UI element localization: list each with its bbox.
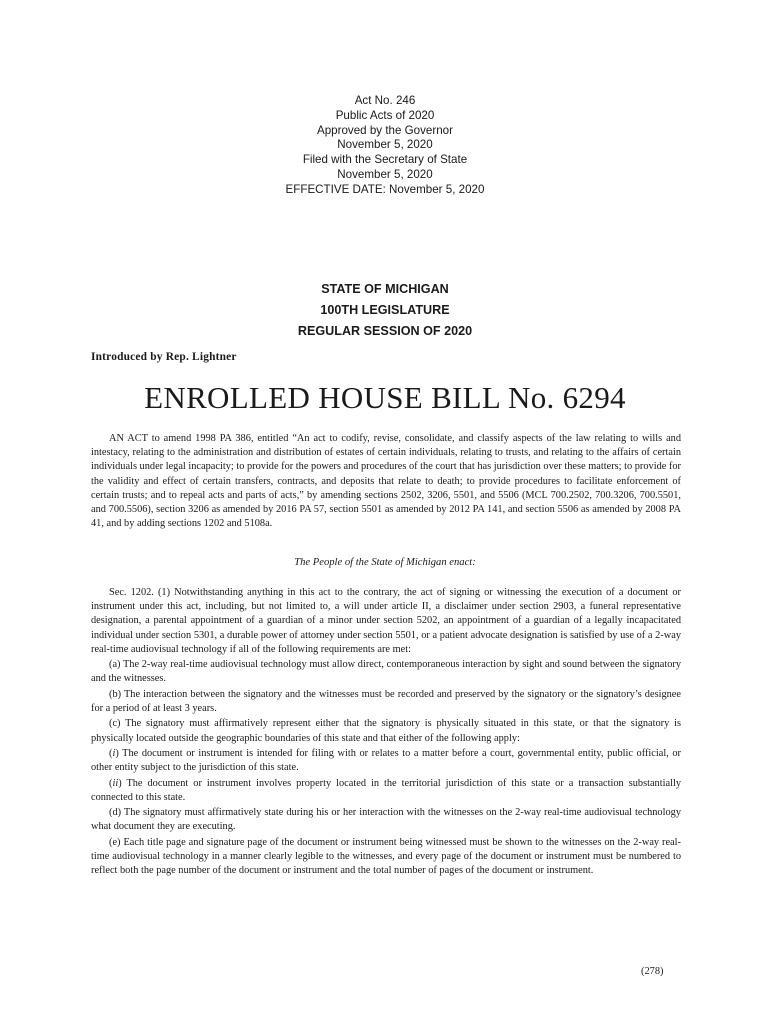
act-paragraph: AN ACT to amend 1998 PA 386, entitled “An act to codify, revise, consolidate, and classify aspects of the law relating to wills and intestacy, relating to the administration and distribution of estates of certain individuals, relating to trusts, and relating to the affairs of certain individuals under legal incapacity; to provide for the powers and procedures of the court that has jurisdiction over these matters; to provide for the validity and effect of certain transfers, contracts, and deposits that relate to death; to provide procedures to facilitate enforcement of certain trusts; and to repeal acts and parts of acts,” by amending sections 2502, 3206, 5501, and 5506 (MCL 700.2502, 700.3206, 700.5501, and 700.5506), section 3206 as amended by 2016 PA 57, section 5501 as amended by 2012 PA 141, and section 5506 as amended by 2008 PA 41, and by adding sections 1202 and 5108a. bbox=[91, 433, 681, 530]
subsection-c-i-label: i bbox=[112, 747, 116, 759]
public-acts-year: Public Acts of 2020 bbox=[335, 108, 435, 122]
act-header bbox=[0, 94, 770, 198]
session-name: REGULAR SESSION OF 2020 bbox=[297, 324, 473, 338]
introduced-by: Introduced by Rep. Lightner bbox=[91, 351, 237, 363]
filed-date: November 5, 2020 bbox=[337, 167, 433, 181]
approved-by-governor: Approved by the Governor bbox=[317, 123, 453, 137]
bill-title: ENROLLED HOUSE BILL No. 6294 bbox=[144, 380, 626, 415]
approved-date: November 5, 2020 bbox=[337, 138, 433, 152]
page-number: (278) bbox=[641, 966, 664, 977]
subsection-b: (b) The interaction between the signatory and the witnesses must be recorded and preserved by the signatory or the signatory’s designee for a period of at least 3 years. bbox=[91, 688, 681, 714]
filed-with-secretary: Filed with the Secretary of State bbox=[302, 153, 468, 167]
effective-date: EFFECTIVE DATE: November 5, 2020 bbox=[285, 182, 485, 196]
section-intro: Sec. 1202. (1) Notwithstanding anything in this act to the contrary, the act of signing or witnessing the execution of a document or instrument under this act, including, but not limited to, a will under article II, a disclaimer under section 2903, a funeral representative designation, a parental appointment of a guardian of a minor under section 5202, an appointment of a guardian of a legally incapacitated individual under section 5301, a durable power of attorney under section 5501, or a patient advocate designation is satisfied by use of a 2-way real-time audiovisual technology if all of the following requirements are met: bbox=[91, 587, 681, 655]
state-name: STATE OF MICHIGAN bbox=[321, 282, 449, 296]
act-description bbox=[91, 432, 681, 531]
subsection-c-i: (i) The document or instrument is intended for filing with or relates to a matter before a court, governmental entity, public official, or other entity subject to the jurisdiction of this state. bbox=[91, 747, 681, 774]
act-number: Act No. 246 bbox=[354, 94, 416, 107]
subsection-c-i-text: The document or instrument is intended for filing with or relates to a matter before a court, governmental entity, public official, or other entity subject to the jurisdiction of this state. bbox=[91, 747, 681, 774]
legislature-number: 100TH LEGISLATURE bbox=[320, 303, 450, 317]
subsection-a: (a) The 2-way real-time audiovisual technology must allow direct, contemporaneous interaction by sight and sound between the signatory and the witnesses. bbox=[91, 659, 681, 685]
subsection-c-ii-label: ii bbox=[112, 777, 119, 789]
subsection-c-ii: (ii) The document or instrument involves property located in the territorial jurisdiction of this state or a transaction substantially connected to this state. bbox=[91, 777, 681, 803]
section-1202 bbox=[91, 586, 681, 878]
subsection-e: (e) Each title page and signature page of the document or instrument being witnessed must be shown to the witnesses on the 2-way real-time audiovisual technology in a manner clearly legible to the witnesses, and every page of the document or instrument must be numbered to reflect both the page number of the document or instrument and the total number of pages of the document or instrument. bbox=[91, 836, 681, 877]
subsection-c: (c) The signatory must affirmatively represent either that the signatory is physically situated in this state, or that the signatory is physically located outside the geographic boundaries of this state and that either of the following apply: bbox=[91, 718, 681, 744]
enacting-clause: The People of the State of Michigan enact: bbox=[294, 557, 476, 568]
legislature-header bbox=[0, 279, 770, 342]
subsection-d: (d) The signatory must affirmatively state during his or her interaction with the witnesses on the 2-way real-time audiovisual technology what document they are executing. bbox=[91, 807, 681, 833]
subsection-c-ii-text: The document or instrument involves property located in the territorial jurisdiction of this state or a transaction substantially connected to this state. bbox=[91, 777, 681, 803]
